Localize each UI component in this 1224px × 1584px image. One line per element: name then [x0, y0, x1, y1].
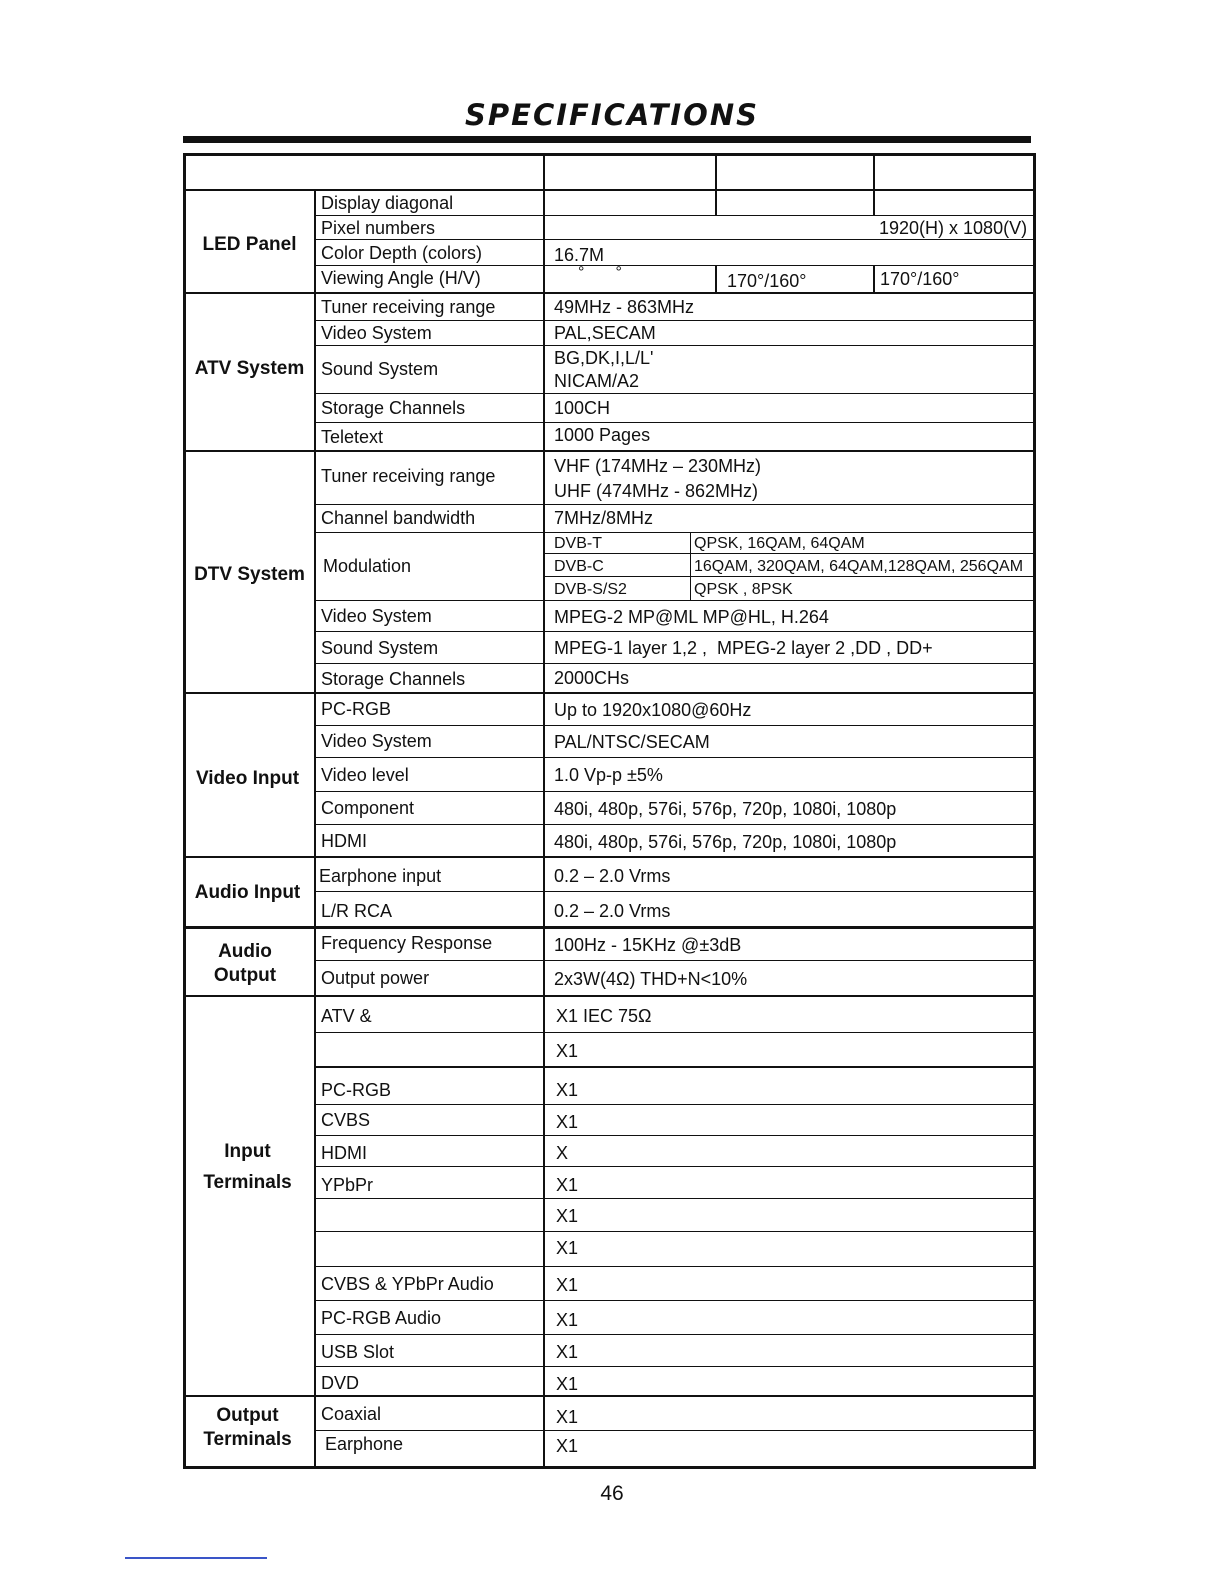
section-output-terminals — [185, 1404, 310, 1452]
led-pixel-numbers-label: Pixel numbers — [321, 218, 436, 238]
dtv-mod-val-dvbs: QPSK , 8PSK — [694, 581, 793, 598]
atv-storage-label: Storage Channels — [321, 398, 466, 418]
itm-pcrgb-value: X1 — [556, 1080, 579, 1100]
section-input-terminals — [185, 1136, 310, 1198]
dtv-video-label: Video System — [321, 606, 432, 626]
itm-cvbs-value: X1 — [556, 1112, 579, 1132]
dtv-modulation-label: Modulation — [323, 556, 412, 576]
dtv-sound-label: Sound System — [321, 638, 439, 658]
dtv-mod-std-dvbs: DVB-S/S2 — [554, 581, 627, 598]
vin-level-label: Video level — [321, 765, 409, 785]
section-output-terminals-line1: Output — [216, 1405, 279, 1426]
atv-sound-label: Sound System — [321, 359, 439, 379]
itm-cvbs-label: CVBS — [321, 1110, 371, 1130]
ain-earphone-label: Earphone input — [319, 866, 442, 886]
led-viewing-angle-value-2: 170°/160° — [727, 271, 807, 291]
dtv-mod-val-dvbt: QPSK, 16QAM, 64QAM — [694, 535, 865, 552]
vin-pcrgb-label: PC-RGB — [321, 699, 392, 719]
vin-hdmi-label: HDMI — [321, 831, 367, 851]
atv-teletext-value: 1000 Pages — [554, 425, 651, 445]
dtv-storage-value: 2000CHs — [554, 668, 630, 688]
ain-lr-label: L/R RCA — [321, 901, 393, 921]
atv-sound-value-1: BG,DK,I,L/L' — [554, 348, 654, 368]
otm-coaxial-label: Coaxial — [321, 1404, 382, 1424]
itm-ypbpr-label: YPbPr — [321, 1175, 374, 1195]
itm-hdmi-label: HDMI — [321, 1143, 367, 1163]
itm-ypbpr-value: X1 — [556, 1175, 579, 1195]
ain-lr-value: 0.2 – 2.0 Vrms — [554, 901, 671, 921]
vin-hdmi-value: 480i, 480p, 576i, 576p, 720p, 1080i, 1080p — [554, 832, 897, 852]
dtv-mod-std-dvbt: DVB-T — [554, 535, 602, 552]
section-audio-output — [185, 940, 305, 988]
section-output-terminals-line2: Terminals — [203, 1429, 292, 1450]
atv-tuner-label: Tuner receiving range — [321, 297, 496, 317]
itm-dvd-value: X1 — [556, 1374, 579, 1394]
section-audio-output-line2: Output — [213, 965, 277, 986]
otm-earphone-value: X1 — [556, 1436, 579, 1456]
aout-freq-label: Frequency Response — [321, 933, 493, 953]
vin-video-label: Video System — [321, 731, 432, 751]
led-color-depth-value: 16.7M — [554, 245, 605, 265]
itm-row7-value: X1 — [556, 1206, 579, 1226]
atv-storage-value: 100CH — [554, 398, 611, 418]
vin-pcrgb-value: Up to 1920x1080@60Hz — [554, 700, 752, 720]
dtv-mod-std-dvbc: DVB-C — [554, 558, 604, 575]
atv-sound-value-2: NICAM/A2 — [554, 371, 640, 391]
atv-tuner-value: 49MHz - 863MHz — [554, 297, 695, 317]
aout-freq-value: 100Hz - 15KHz @±3dB — [554, 935, 742, 955]
itm-pcrgb-audio-value: X1 — [556, 1310, 579, 1330]
page-number: 46 — [600, 1482, 624, 1505]
itm-atv-value: X1 IEC 75Ω — [556, 1006, 652, 1026]
section-led-panel: LED Panel — [202, 234, 297, 255]
section-audio-output-line1: Audio — [218, 941, 272, 962]
section-atv-system: ATV System — [194, 358, 305, 379]
itm-dvd-label: DVD — [321, 1373, 360, 1393]
footer-line — [125, 1557, 267, 1559]
section-input-terminals-line2: Terminals — [203, 1172, 292, 1193]
aout-power-value: 2x3W(4Ω) THD+N<10% — [554, 969, 748, 989]
section-video-input: Video Input — [195, 768, 300, 789]
dtv-tuner-label: Tuner receiving range — [321, 466, 496, 486]
dtv-bandwidth-value: 7MHz/8MHz — [554, 508, 654, 528]
led-color-depth-label: Color Depth (colors) — [321, 243, 483, 263]
dtv-storage-label: Storage Channels — [321, 669, 466, 689]
aout-power-label: Output power — [321, 968, 430, 988]
otm-earphone-label: Earphone — [325, 1434, 404, 1454]
itm-cvbs-audio-label: CVBS & YPbPr Audio — [321, 1274, 494, 1294]
itm-atv-label: ATV & — [321, 1006, 372, 1026]
led-pixel-numbers-value: 1920(H) x 1080(V) — [879, 218, 1028, 238]
atv-teletext-label: Teletext — [321, 427, 384, 447]
vin-component-value: 480i, 480p, 576i, 576p, 720p, 1080i, 1080p — [554, 799, 897, 819]
dtv-tuner-value-2: UHF (474MHz - 862MHz) — [554, 481, 759, 501]
itm-usb-label: USB Slot — [321, 1342, 395, 1362]
itm-usb-value: X1 — [556, 1342, 579, 1362]
itm-cvbs-audio-value: X1 — [556, 1275, 579, 1295]
vin-video-value: PAL/NTSC/SECAM — [554, 732, 710, 752]
itm-pcrgb-audio-label: PC-RGB Audio — [321, 1308, 442, 1328]
vin-component-label: Component — [321, 798, 415, 818]
ain-earphone-value: 0.2 – 2.0 Vrms — [554, 866, 671, 886]
itm-pcrgb-label: PC-RGB — [321, 1080, 392, 1100]
dtv-bandwidth-label: Channel bandwidth — [321, 508, 476, 528]
atv-video-label: Video System — [321, 323, 432, 343]
page-title: SPECIFICATIONS — [465, 98, 759, 132]
dtv-sound-value: MPEG-1 layer 1,2 , MPEG-2 layer 2 ,DD , DD+ — [554, 638, 933, 658]
vin-level-value: 1.0 Vp-p ±5% — [554, 765, 663, 785]
led-viewing-angle-value-3: 170°/160° — [880, 269, 960, 289]
section-dtv-system: DTV System — [194, 564, 305, 585]
section-input-terminals-line1: Input — [224, 1141, 271, 1162]
atv-video-value: PAL,SECAM — [554, 323, 656, 343]
itm-row2-value: X1 — [556, 1041, 579, 1061]
dtv-tuner-value-1: VHF (174MHz – 230MHz) — [554, 456, 762, 476]
led-display-diagonal-label: Display diagonal — [321, 193, 454, 213]
title-rule — [183, 136, 1031, 143]
section-audio-input: Audio Input — [194, 882, 301, 903]
led-viewing-angle-label: Viewing Angle (H/V) — [321, 268, 481, 288]
itm-hdmi-value: X — [556, 1143, 569, 1163]
dtv-mod-val-dvbc: 16QAM, 320QAM, 64QAM,128QAM, 256QAM — [694, 558, 1024, 575]
led-viewing-angle-marks: ° ° — [578, 264, 622, 281]
otm-coaxial-value: X1 — [556, 1407, 579, 1427]
dtv-video-value: MPEG-2 MP@ML MP@HL, H.264 — [554, 607, 829, 627]
itm-row8-value: X1 — [556, 1238, 579, 1258]
